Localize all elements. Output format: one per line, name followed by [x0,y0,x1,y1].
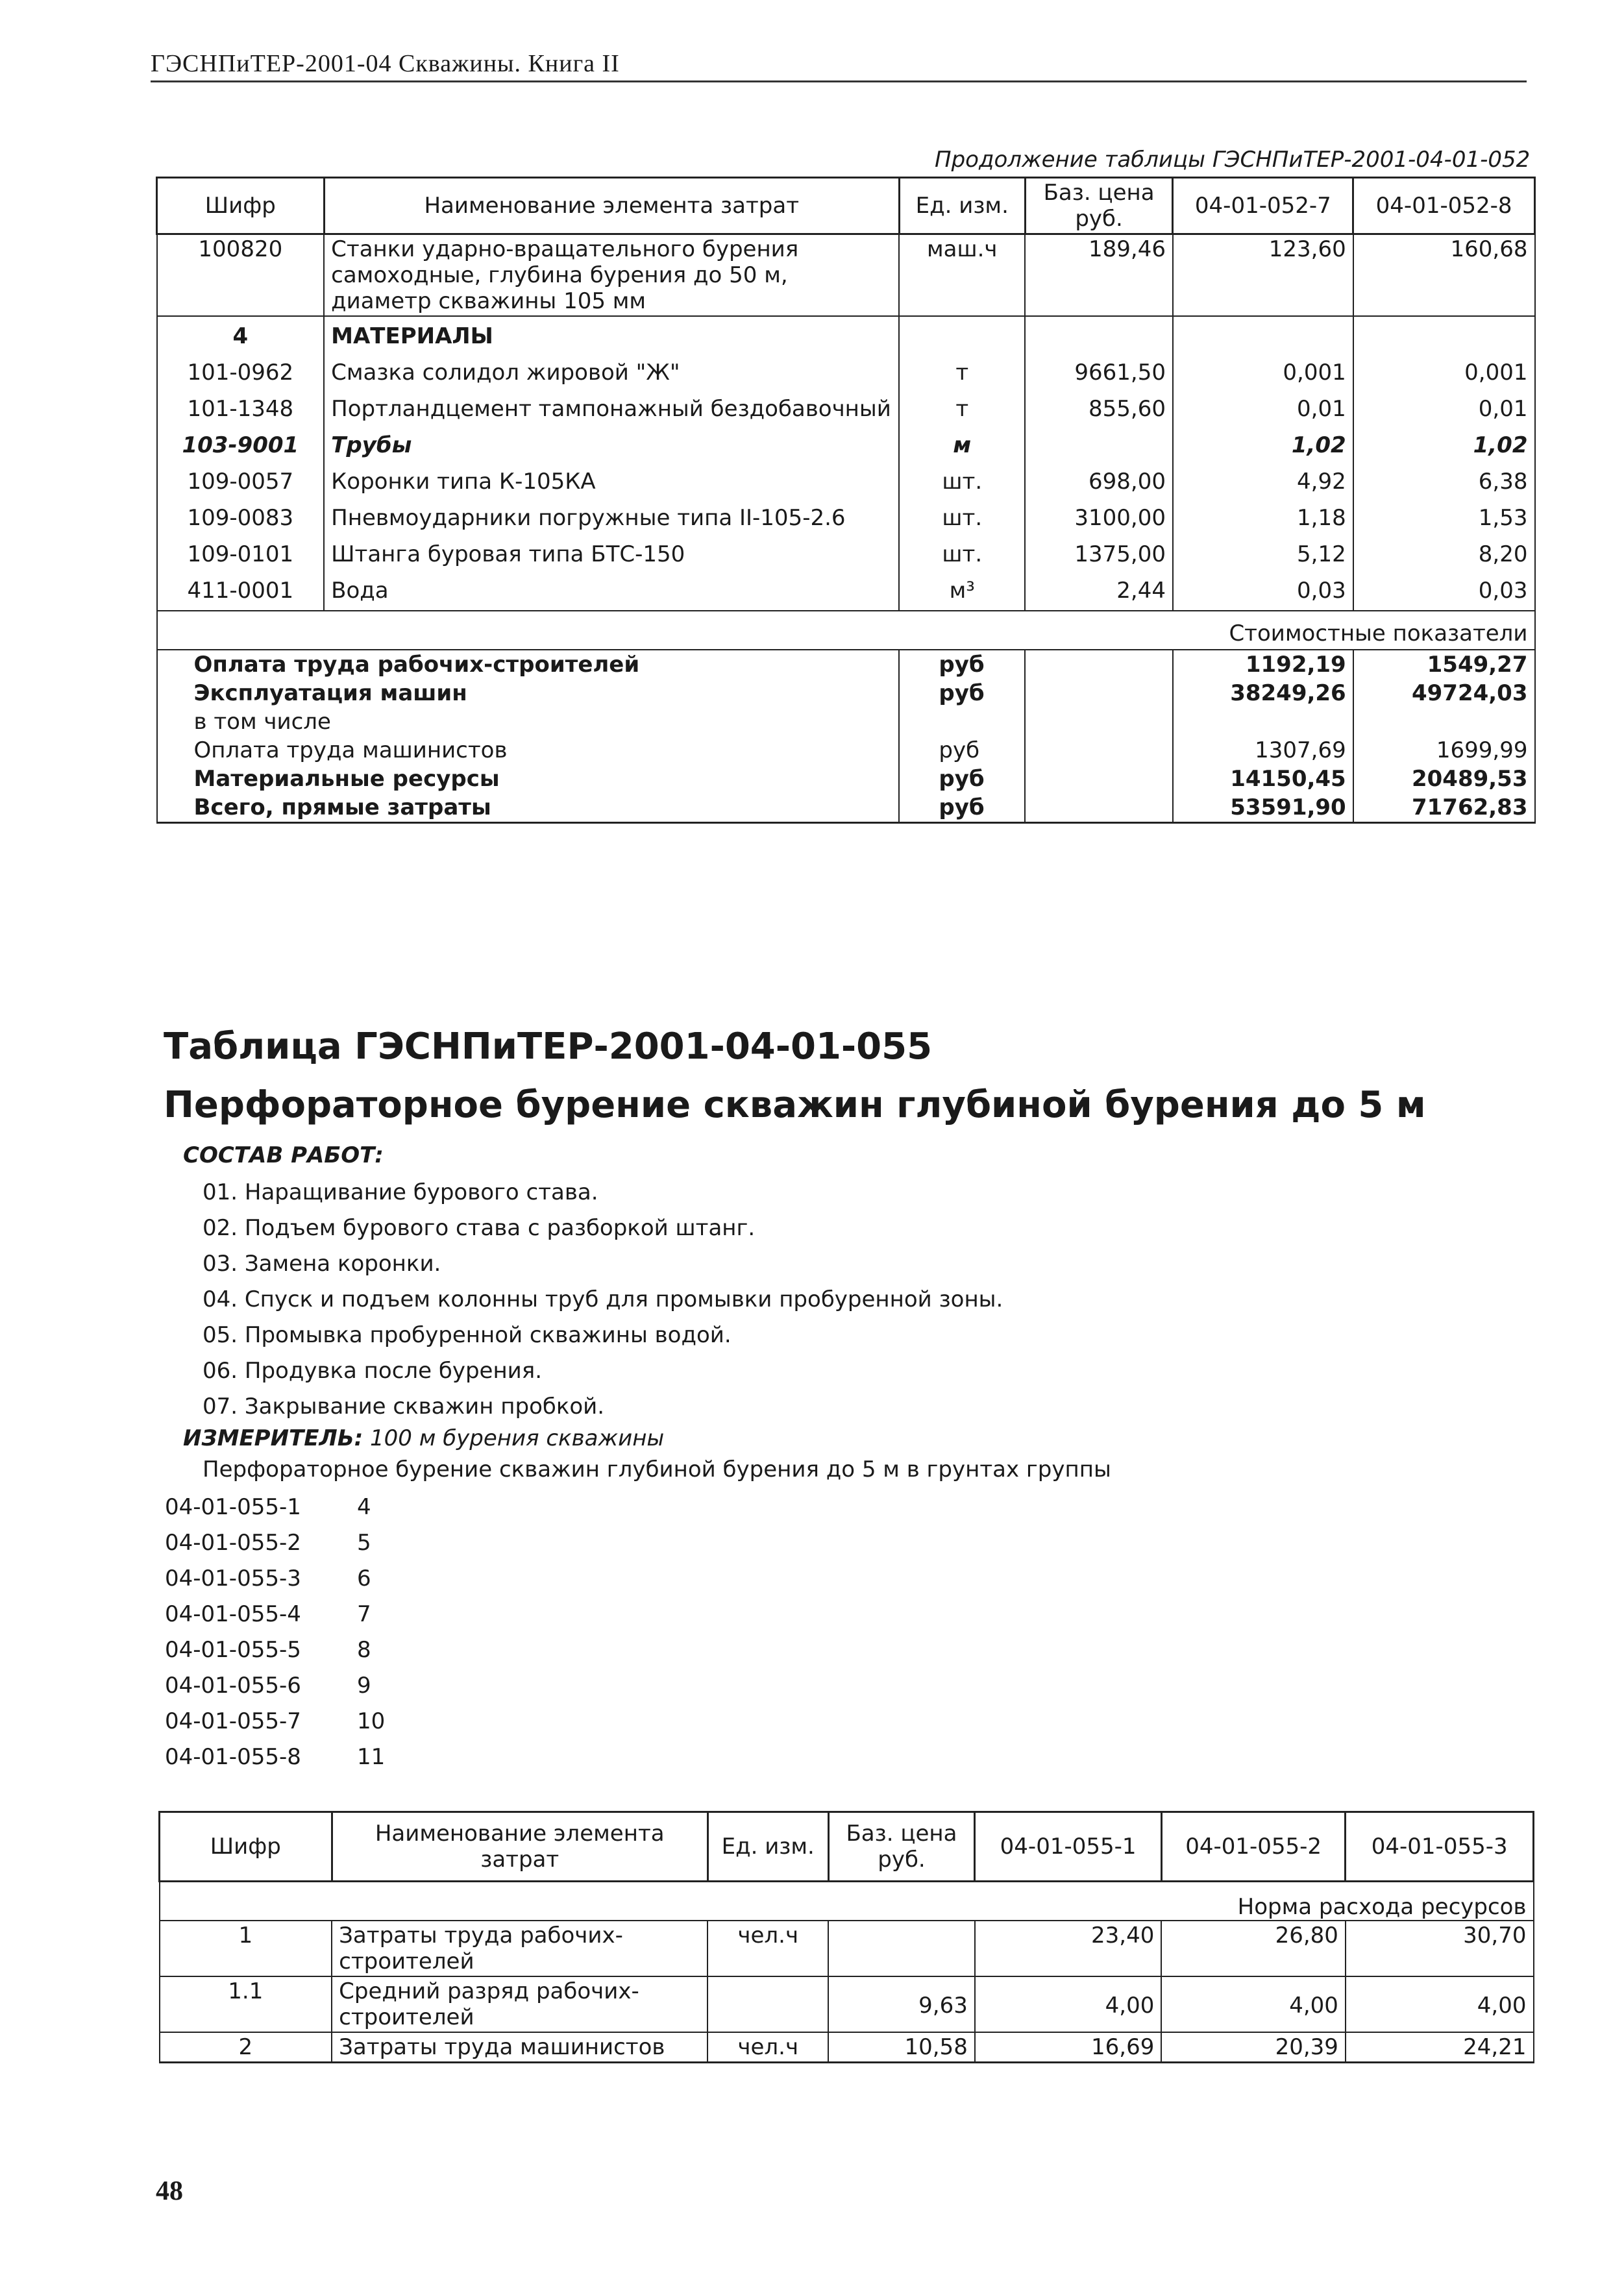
running-header: ГЭСНПиТЕР-2001-04 Скважины. Книга II [151,50,620,77]
section-title: Таблица ГЭСНПиТЕР-2001-04-01-055 [164,1026,933,1068]
code-value: 04-01-055-2 [165,1530,301,1556]
list-item [165,1597,385,1632]
cell-price [1025,423,1173,460]
cell-v1: 23,40 [975,1921,1162,1976]
cell-code: 2 [160,2032,332,2063]
cell-unit: чел.ч [707,2032,828,2063]
list-item [165,1490,385,1525]
summary-row [157,736,1535,765]
summary-v2 [1353,707,1535,736]
cell-name: Смазка солидол жировой "Ж" [324,350,899,387]
summary-row [157,765,1535,793]
measure-line [183,1425,664,1451]
group-value: 7 [357,1601,371,1627]
cell-v1: 1,18 [1173,496,1353,532]
summary-name: Всего, прямые затраты [157,793,900,823]
cell-unit: чел.ч [707,1921,828,1976]
resource-table-055 [158,1811,1534,2063]
summary-v2: 1549,27 [1353,650,1535,679]
summary-row [157,679,1535,707]
group-value: 9 [357,1673,371,1699]
cell-v2: 0,01 [1353,387,1535,423]
cell-unit [899,316,1025,350]
cell-v2: 20,39 [1161,2032,1346,2063]
summary-row [157,793,1535,823]
cell-code: 1 [160,1921,332,1976]
measure-label: ИЗМЕРИТЕЛЬ: [183,1425,363,1451]
cell-price: 10,58 [828,2032,975,2063]
summary-v1: 38249,26 [1173,679,1353,707]
list-item: 04. Спуск и подъем колонны труб для промывки пробуренной зоны. [203,1286,1003,1312]
summary-price [1025,736,1173,765]
list-item: 01. Наращивание бурового става. [203,1179,598,1205]
table-row [157,532,1535,569]
list-item: 06. Продувка после бурения. [203,1358,543,1384]
cell-v2: 26,80 [1161,1921,1346,1976]
list-item [165,1525,385,1561]
col-header-name: Наименование элемента затрат [324,178,899,234]
cell-unit: маш.ч [899,234,1025,317]
cell-code: 100820 [157,234,325,317]
measure-value: 100 м бурения скважины [370,1425,665,1451]
norm-header-row [160,1882,1534,1921]
group-value: 6 [357,1566,371,1592]
col-header-price: Баз. цена руб. [828,1812,975,1882]
group-value: 11 [357,1744,386,1770]
cell-v1: 5,12 [1173,532,1353,569]
cell-v2: 8,20 [1353,532,1535,569]
table-row [157,496,1535,532]
code-value: 04-01-055-8 [165,1744,301,1770]
summary-price [1025,765,1173,793]
code-value: 04-01-055-4 [165,1601,301,1627]
table-row [157,316,1535,350]
code-value: 04-01-055-3 [165,1566,301,1592]
col-header-v1: 04-01-052-7 [1173,178,1353,234]
list-item [165,1704,385,1739]
summary-row [157,650,1535,679]
code-value: 04-01-055-6 [165,1673,301,1699]
col-header-name: Наименование элемента затрат [332,1812,707,1882]
cell-v1: 4,92 [1173,460,1353,496]
cell-v2: 1,53 [1353,496,1535,532]
cell-name: Станки ударно-вращательного бурения самоходные, глубина бурения до 50 м, диаметр скважины 105 мм [324,234,899,317]
summary-v1: 53591,90 [1173,793,1353,823]
cell-v1: 1,02 [1173,423,1353,460]
list-item [165,1668,385,1704]
cell-v2 [1353,316,1535,350]
cell-code: 109-0101 [157,532,325,569]
cell-v1 [1173,316,1353,350]
col-header-price: Баз. цена руб. [1025,178,1173,234]
cell-v1: 4,00 [975,1976,1162,2032]
cell-price: 9,63 [828,1976,975,2032]
cell-code: 1.1 [160,1976,332,2032]
col-header-code: Шифр [160,1812,332,1882]
header-rule [151,80,1527,82]
col-header-unit: Ед. изм. [707,1812,828,1882]
list-item: 05. Промывка пробуренной скважины водой. [203,1322,732,1348]
cell-price: 189,46 [1025,234,1173,317]
page-number: 48 [156,2176,183,2206]
summary-name: Эксплуатация машин [157,679,900,707]
summary-unit [899,707,1025,736]
summary-unit: руб [899,765,1025,793]
cost-header-row [157,611,1535,650]
summary-unit: руб [899,793,1025,823]
norm-header: Норма расхода ресурсов [160,1882,1534,1921]
cell-v2: 4,00 [1161,1976,1346,2032]
cell-unit: м³ [899,569,1025,611]
col-header-v1: 04-01-055-1 [975,1812,1162,1882]
cell-price: 698,00 [1025,460,1173,496]
list-item: 07. Закрывание скважин пробкой. [203,1394,605,1420]
group-value: 10 [357,1708,386,1734]
cell-v1: 0,001 [1173,350,1353,387]
cell-v2: 0,03 [1353,569,1535,611]
summary-name: в том числе [157,707,900,736]
summary-v1: 1192,19 [1173,650,1353,679]
table-continuation-caption: Продолжение таблицы ГЭСНПиТЕР-2001-04-01-052 [935,147,1531,173]
cell-name: Пневмоударники погружные типа II-105-2.6 [324,496,899,532]
table-row [157,569,1535,611]
summary-name: Материальные ресурсы [157,765,900,793]
summary-unit: руб [899,736,1025,765]
cell-v1: 0,01 [1173,387,1353,423]
codes-list [165,1490,385,1775]
cell-code: 109-0057 [157,460,325,496]
list-item: 02. Подъем бурового става с разборкой штанг. [203,1215,756,1241]
col-header-code: Шифр [157,178,325,234]
cell-name: Трубы [324,423,899,460]
summary-v1 [1173,707,1353,736]
cell-code: 103-9001 [157,423,325,460]
cell-code: 109-0083 [157,496,325,532]
table-row [160,2032,1534,2063]
resource-table-052 [156,177,1536,824]
cell-unit: т [899,387,1025,423]
cell-code: 411-0001 [157,569,325,611]
cell-v3: 24,21 [1346,2032,1534,2063]
cell-v1: 0,03 [1173,569,1353,611]
table-row [157,423,1535,460]
cell-v2: 1,02 [1353,423,1535,460]
cell-price [1025,316,1173,350]
cell-name: Вода [324,569,899,611]
list-item [165,1632,385,1668]
table-header-row [160,1812,1534,1882]
cell-unit [707,1976,828,2032]
col-header-v3: 04-01-055-3 [1346,1812,1534,1882]
table-row [157,350,1535,387]
code-value: 04-01-055-1 [165,1494,301,1520]
cell-name: МАТЕРИАЛЫ [324,316,899,350]
cell-name: Штанга буровая типа БТС-150 [324,532,899,569]
summary-v2: 49724,03 [1353,679,1535,707]
table-row [157,460,1535,496]
list-item: 03. Замена коронки. [203,1251,441,1277]
cell-price: 3100,00 [1025,496,1173,532]
cell-price: 2,44 [1025,569,1173,611]
cell-price: 855,60 [1025,387,1173,423]
works-heading: СОСТАВ РАБОТ: [183,1142,384,1168]
cell-price [828,1921,975,1976]
table-row [157,387,1535,423]
cell-v3: 4,00 [1346,1976,1534,2032]
group-value: 5 [357,1530,371,1556]
cell-price: 9661,50 [1025,350,1173,387]
summary-price [1025,707,1173,736]
summary-unit: руб [899,650,1025,679]
list-item [165,1561,385,1597]
cell-name: Затраты труда рабочих-строителей [332,1921,707,1976]
summary-unit: руб [899,679,1025,707]
summary-name: Оплата труда рабочих-строителей [157,650,900,679]
cell-v1: 123,60 [1173,234,1353,317]
cell-name: Затраты труда машинистов [332,2032,707,2063]
cell-unit: т [899,350,1025,387]
cell-v1: 16,69 [975,2032,1162,2063]
cell-v2: 0,001 [1353,350,1535,387]
summary-v2: 20489,53 [1353,765,1535,793]
summary-price [1025,679,1173,707]
cell-unit: шт. [899,460,1025,496]
section-subtitle: Перфораторное бурение скважин глубиной бурения до 5 м [164,1084,1426,1126]
summary-name: Оплата труда машинистов [157,736,900,765]
cell-name: Средний разряд рабочих-строителей [332,1976,707,2032]
description: Перфораторное бурение скважин глубиной бурения до 5 м в грунтах группы [203,1456,1111,1482]
summary-price [1025,793,1173,823]
code-value: 04-01-055-5 [165,1637,301,1663]
group-value: 8 [357,1637,371,1663]
cell-v2: 160,68 [1353,234,1535,317]
code-value: 04-01-055-7 [165,1708,301,1734]
list-item [165,1739,385,1775]
cell-name: Портландцемент тампонажный бездобавочный [324,387,899,423]
cell-price: 1375,00 [1025,532,1173,569]
summary-row [157,707,1535,736]
cell-code: 4 [157,316,325,350]
col-header-v2: 04-01-052-8 [1353,178,1535,234]
cell-code: 101-1348 [157,387,325,423]
summary-v1: 14150,45 [1173,765,1353,793]
table-row [157,234,1535,317]
cell-name: Коронки типа К-105КА [324,460,899,496]
summary-price [1025,650,1173,679]
cell-v3: 30,70 [1346,1921,1534,1976]
col-header-unit: Ед. изм. [899,178,1025,234]
table-row [160,1921,1534,1976]
col-header-v2: 04-01-055-2 [1161,1812,1346,1882]
table-row [160,1976,1534,2032]
works-list [203,1175,1003,1425]
cell-unit: м [899,423,1025,460]
summary-v2: 71762,83 [1353,793,1535,823]
cell-unit: шт. [899,496,1025,532]
cell-v2: 6,38 [1353,460,1535,496]
table-header-row [157,178,1535,234]
cell-code: 101-0962 [157,350,325,387]
cell-unit: шт. [899,532,1025,569]
cost-header: Стоимостные показатели [157,611,1535,650]
summary-v1: 1307,69 [1173,736,1353,765]
group-value: 4 [357,1494,371,1520]
summary-v2: 1699,99 [1353,736,1535,765]
